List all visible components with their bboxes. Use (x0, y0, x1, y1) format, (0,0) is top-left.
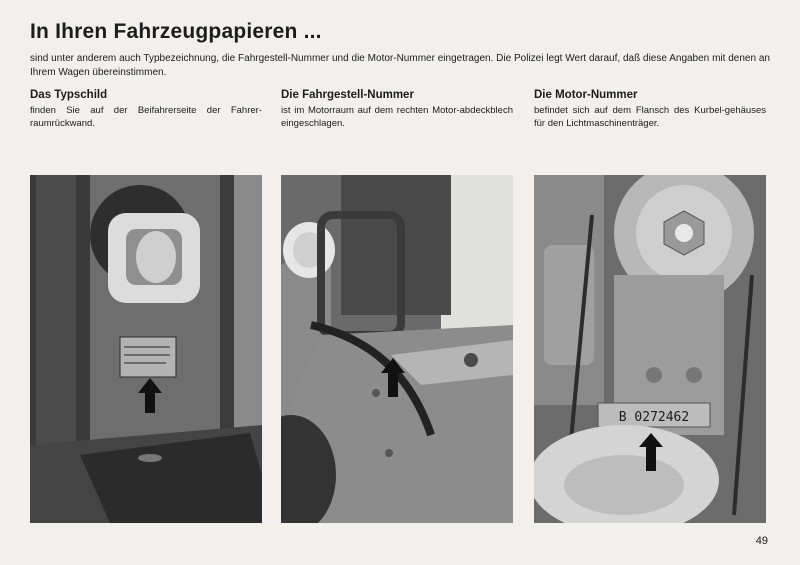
section-heading: Die Motor-Nummer (534, 89, 638, 101)
section-typschild (30, 89, 262, 130)
intro-paragraph: sind unter anderem auch Typbezeichnung, die Fahrgestell-Nummer und die Motor-Nummer eingetragen. Die Polizei legt Wert darauf, daß diese Angaben mit denen an Ihrem Wagen übereinstimmen. (30, 53, 770, 78)
section-heading: Das Typschild (30, 89, 108, 101)
section-text: befindet sich auf dem Flansch des Kurbel-gehäuses für den Lichtmaschinenträger. (534, 105, 766, 129)
photo-fahrgestell-nummer (281, 175, 513, 523)
motor-number-stamp: B 0272462 (618, 410, 690, 425)
section-text: ist im Motorraum auf dem rechten Motor-abdeckblech eingeschlagen. (281, 105, 513, 129)
section-fahrgestell-nummer (281, 89, 513, 130)
photo-motor-nummer (534, 175, 766, 523)
photo-typschild (30, 175, 262, 523)
section-motor-nummer (534, 89, 766, 130)
page-number: 49 (755, 535, 768, 547)
page-title: In Ihren Fahrzeugpapieren ... (30, 20, 322, 43)
section-text: finden Sie auf der Beifahrerseite der Fahrer-raumrückwand. (30, 105, 262, 129)
section-heading: Die Fahrgestell-Nummer (281, 89, 414, 101)
